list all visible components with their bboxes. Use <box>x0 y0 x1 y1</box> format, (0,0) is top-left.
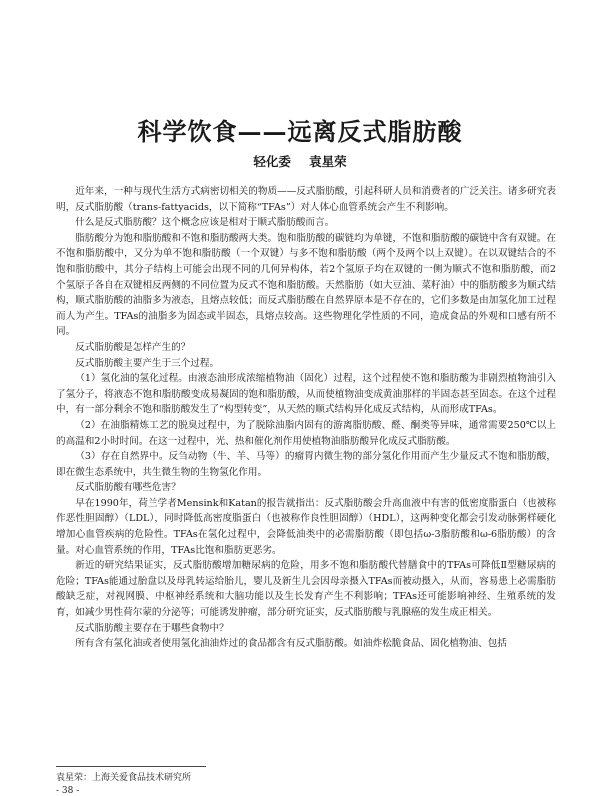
article-title: 科学饮食——远离反式脂肪酸 <box>137 117 463 146</box>
question-which-foods: 反式脂肪酸主要存在于哪些食物中？ <box>75 622 229 634</box>
paragraph-harms-1: 早在1990年，荷兰学者Mensink和Katan的报告就指出：反式脂肪酸会升高血液中有害的低密度脂蛋白（也被称作恶性胆固醇）（LDL），同时降低高密度脂蛋白（也被称作良性胆固醇）（HDL），这两种变化都会引发动脉粥样硬化增加心血管疾病的危险性。TFAs在氢化过程中，会降低油类中的必需脂肪酸（即包括ω-3脂肪酸和ω-6脂肪酸）的含量。对心血管系统的作用，TFAs比饱和脂肪更恶劣。 <box>56 497 556 556</box>
article-body <box>56 184 556 652</box>
footnote: 袁星荣：上海关爱食品技术研究所 <box>56 773 192 783</box>
question-how-produced: 反式脂肪酸是怎样产生的？ <box>75 341 191 353</box>
paragraph-foods: 所有含有氢化油或者使用氢化油油炸过的食品都含有反式脂肪酸。如油炸松脆食品、固化植物油、包括 <box>75 638 507 650</box>
paragraph-process-3: （3）存在自然界中。反刍动物（牛、羊、马等）的瘤胃内微生物的部分氢化作用而产生少量反式不饱和脂肪酸，即在微生态系统中，共生微生物的生物氢化作用。 <box>56 451 556 478</box>
paragraph-harms-2: 新近的研究结果证实，反式脂肪酸增加糖尿病的危险，用多不饱和脂肪酸代替膳食中的TFAs可降低Ⅱ型糖尿病的危险；TFAs能通过胎盘以及母乳转运给胎儿，婴儿及新生儿会因母亲摄入TFAs而被动摄入，从而，容易患上必需脂肪酸缺乏症，对视网膜、中枢神经系统和大脑功能以及生长发育产生不利影响；TFAs还可能影响神经、生殖系统的发育，如减少男性荷尔蒙的分泌等；可能诱发肿瘤，部分研究证实，反式脂肪酸与乳腺癌的发生成正相关。 <box>56 560 556 619</box>
footnote-divider <box>56 766 206 767</box>
page-number: - 38 - <box>56 786 80 796</box>
paragraph-process-2: （2）在油脂精炼工艺的脱臭过程中，为了脱除油脂内固有的游离脂肪酸、醛、酮类等异味，通常需要250℃以上的高温和2小时时间。在这一过程中，光、热和催化剂作用使植物油脂肪酸异化成反式脂肪酸。 <box>56 419 556 447</box>
paragraph-three-processes: 反式脂肪酸主要产生于三个过程。 <box>75 357 220 369</box>
paragraph-intro: 近年来，一种与现代生活方式病密切相关的物质——反式脂肪酸，引起科研人员和消费者的广泛关注。诸多研究表明，反式脂肪酸（trans-fattyacids，以下简称“TFAs”）对人体心血管系统会产生不利影响。 <box>56 186 556 213</box>
article-authors: 轻化委 袁星荣 <box>253 154 347 169</box>
question-what-is-tfa: 什么是反式脂肪酸？这个概念应该是相对于顺式脂肪酸而言。 <box>75 217 335 229</box>
paragraph-process-1: （1）氢化油的氢化过程。由液态油形成浓缩植物油（固化）过程，这个过程使不饱和脂肪酸为非剧烈植物油引入了氢分子，将液态不饱和脂肪酸变成易凝固的饱和脂肪酸，从而使植物油变成黄油那样的半固态甚至固态。在这个过程中，有一部分剩余不饱和脂肪酸发生了“构型转变”，从天然的顺式结构异化成反式结构，从而形成TFAs。 <box>56 373 556 416</box>
paragraph-fatty-acid-types: 脂肪酸分为饱和脂肪酸和不饱和脂肪酸两大类。饱和脂肪酸的碳链均为单键，不饱和脂肪酸的碳链中含有双键。在不饱和脂肪酸中，又分为单不饱和脂肪酸（一个双键）与多不饱和脂肪酸（两个及两个以上双键）。在以双键结合的不饱和脂肪酸中，其分子结构上可能会出现不同的几何异构体，若2个氢原子均在双键的一侧为顺式不饱和脂肪酸，而2个氢原子各自在双键相反两侧的不同位置为反式不饱和脂肪酸。天然脂肪（如大豆油、菜籽油）中的脂肪酸多为顺式结构，顺式脂肪酸的油脂多为液态，且熔点较低；而反式脂肪酸在自然界原本是不存在的，它们多数是由加氢化加工过程而人为产生。TFAs的油脂多为固态或半固态，具熔点较高。这些物理化学性质的不同，造成食品的外观和口感有所不同。 <box>56 232 556 338</box>
question-harms: 反式脂肪酸有哪些危害？ <box>75 482 181 494</box>
